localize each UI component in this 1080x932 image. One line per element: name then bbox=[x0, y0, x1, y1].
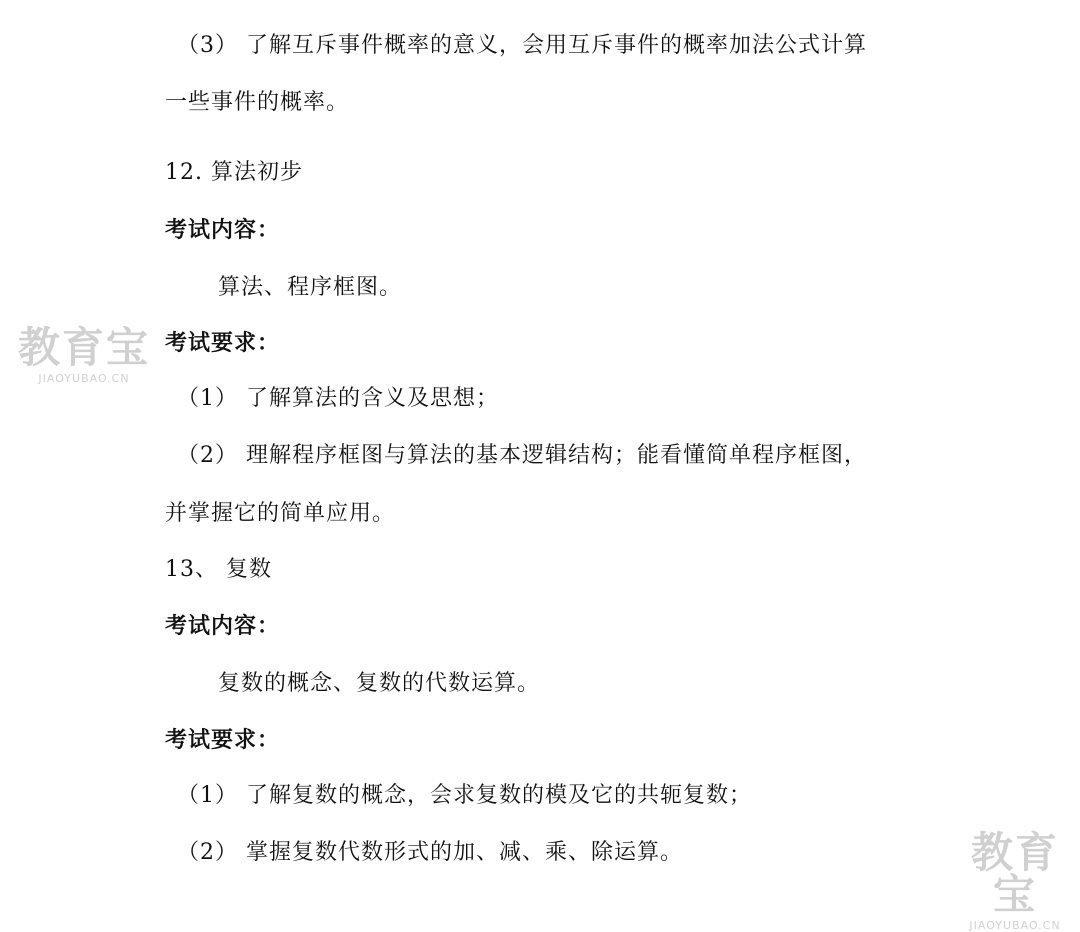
requirement-item-1-complex: （1） 了解复数的概念，会求复数的模及它的共轭复数； bbox=[177, 783, 752, 808]
requirement-item-1: （1） 了解算法的含义及思想； bbox=[177, 386, 499, 411]
requirement-item-2-line-2: 并掌握它的简单应用。 bbox=[165, 501, 396, 526]
exam-requirements-heading: 考试要求： bbox=[165, 330, 281, 356]
requirement-item-3-line-1: （3） 了解互斥事件概率的意义，会用互斥事件的概率加法公式计算 bbox=[177, 33, 867, 58]
exam-content-heading-2: 考试内容： bbox=[165, 613, 281, 639]
watermark-logo-text: 教育宝 bbox=[970, 828, 1059, 919]
requirement-item-2-complex: （2） 掌握复数代数形式的加、减、乘、除运算。 bbox=[177, 840, 683, 865]
requirement-item-2-line-1: （2） 理解程序框图与算法的基本逻辑结构；能看懂简单程序框图， bbox=[177, 443, 867, 468]
exam-content-body-2: 复数的概念、复数的代数运算。 bbox=[218, 671, 541, 696]
requirement-item-3-line-2: 一些事件的概率。 bbox=[165, 90, 350, 115]
watermark-domain-text: JIAOYUBAO.CN bbox=[38, 372, 130, 385]
exam-requirements-heading-2: 考试要求： bbox=[165, 727, 281, 753]
watermark-domain-text: JIAOYUBAO.CN bbox=[969, 919, 1061, 932]
section-heading-algorithms: 12. 算法初步 bbox=[165, 160, 303, 185]
watermark-logo-text: 教育宝 bbox=[18, 323, 151, 372]
exam-content-heading: 考试内容： bbox=[165, 217, 281, 243]
section-heading-complex-numbers: 13、 复数 bbox=[165, 557, 272, 582]
exam-content-body: 算法、程序框图。 bbox=[218, 275, 403, 300]
